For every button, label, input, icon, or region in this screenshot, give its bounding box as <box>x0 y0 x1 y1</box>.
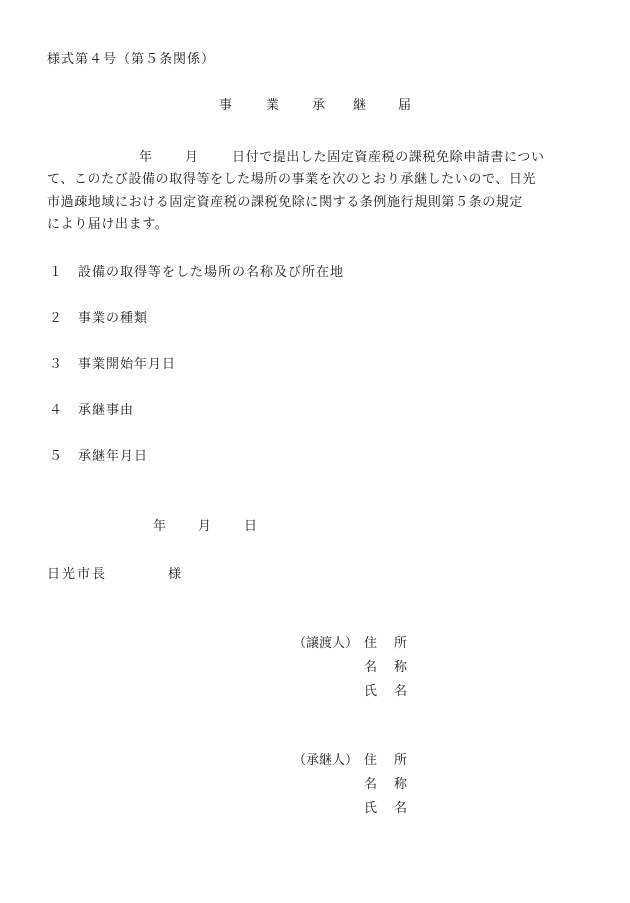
date-year-label: 年 <box>153 519 167 534</box>
transferor-name-label: 名 <box>364 660 378 675</box>
title-char: 継 <box>353 98 367 113</box>
date-day-label: 日 <box>244 519 258 534</box>
transferor-name-label: 称 <box>394 660 408 675</box>
item-text: 承継事由 <box>78 403 135 418</box>
transferor-role: （譲渡人） <box>293 636 359 651</box>
title-char: 承 <box>312 98 326 113</box>
item-text: 事業の種類 <box>78 311 149 326</box>
item-text: 事業開始年月日 <box>78 357 177 372</box>
item-number: ４ <box>49 403 63 418</box>
successor-role: （承継人） <box>293 753 359 768</box>
successor-person-label: 名 <box>394 801 408 816</box>
body-line-3: 市過疎地域における固定資産税の課税免除に関する条例施行規則第５条の規定 <box>47 195 524 210</box>
title-char: 届 <box>398 98 412 113</box>
body-month-label: 月 <box>185 150 199 165</box>
transferor-address-label: 住 <box>364 636 378 651</box>
item-text: 承継年月日 <box>78 449 149 464</box>
transferor-person-label: 名 <box>394 684 408 699</box>
successor-name-label: 称 <box>394 777 408 792</box>
item-number: ５ <box>49 449 63 464</box>
item-number: １ <box>49 265 63 280</box>
transferor-person-label: 氏 <box>364 684 378 699</box>
title-char: 事 <box>219 98 233 113</box>
item-number: ３ <box>49 357 63 372</box>
successor-address-label: 所 <box>394 753 408 768</box>
addressee-name: 日光市長 <box>47 567 108 582</box>
addressee-honorific: 様 <box>168 567 182 582</box>
body-year-label: 年 <box>139 150 153 165</box>
title-char: 業 <box>266 98 280 113</box>
form-number: 様式第４号（第５条関係） <box>47 52 216 67</box>
item-text: 設備の取得等をした場所の名称及び所在地 <box>78 265 345 280</box>
body-line-2: て、このたび設備の取得等をした場所の事業を次のとおり承継したいので、日光 <box>47 172 537 187</box>
transferor-address-label: 所 <box>394 636 408 651</box>
body-line-4: により届け出ます。 <box>47 217 169 232</box>
successor-address-label: 住 <box>364 753 378 768</box>
successor-person-label: 氏 <box>364 801 378 816</box>
body-line-1: 日付で提出した固定資産税の課税免除申請書につい <box>232 150 545 165</box>
date-month-label: 月 <box>198 519 212 534</box>
successor-name-label: 名 <box>364 777 378 792</box>
item-number: ２ <box>49 311 63 326</box>
